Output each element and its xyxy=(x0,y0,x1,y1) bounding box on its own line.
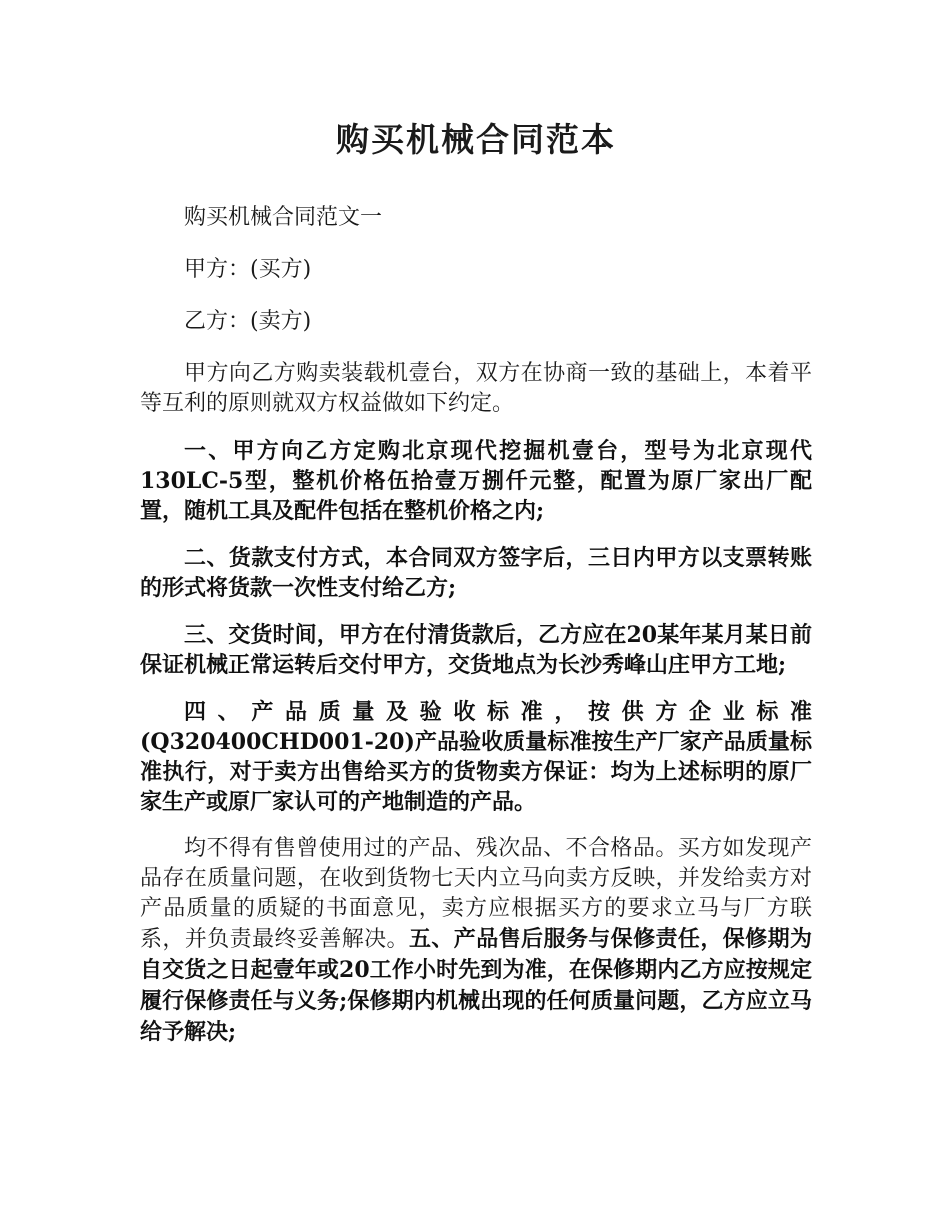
clause-3-paragraph: 三、交货时间，甲方在付清货款后，乙方应在20某年某月某日前保证机械正常运转后交付甲方，交货地点为长沙秀峰山庄甲方工地; xyxy=(140,622,812,678)
clause-4-continuation-paragraph xyxy=(140,834,812,1048)
document-page xyxy=(140,112,812,1065)
document-subtitle: 购买机械合同范文一 xyxy=(184,205,383,230)
party-b-line: 乙方：(卖方) xyxy=(184,309,312,334)
clause-4-paragraph: 四、产品质量及验收标准，按供方企业标准(Q320400CHD001-20)产品验收质量标准按生产厂家产品质量标准执行，对于卖方出售给买方的货物卖方保证：均为上述标明的原厂家生产或原厂家认可的产地制造的产品。 xyxy=(140,699,812,815)
intro-paragraph: 甲方向乙方购卖装载机壹台，双方在协商一致的基础上，本着平等互利的原则就双方权益做如下约定。 xyxy=(140,361,812,416)
document-title: 购买机械合同范本 xyxy=(336,120,616,159)
clause-4-continuation-text: 均不得有售曾使用过的产品、残次品、不合格品。买方如发现产品存在质量问题，在收到货物七天内立马向卖方反映，并发给卖方对产品质量的质疑的书面意见，卖方应根据买方的要求立马与厂方联系，并负责最终妥善解决。 xyxy=(140,836,812,952)
clause-1-paragraph: 一、甲方向乙方定购北京现代挖掘机壹台，型号为北京现代130LC-5型，整机价格伍拾壹万捌仟元整，配置为原厂家出厂配置，随机工具及配件包括在整机价格之内; xyxy=(140,438,812,524)
party-a-line: 甲方：(买方) xyxy=(184,257,312,282)
clause-5-text: 五、产品售后服务与保修责任，保修期为自交货之日起壹年或20工作小时先到为准，在保修期内乙方应按规定履行保修责任与义务;保修期内机械出现的任何质量问题，乙方应立马给予解决; xyxy=(140,926,812,1045)
clause-2-paragraph: 二、货款支付方式，本合同双方签字后，三日内甲方以支票转账的形式将货款一次性支付给乙方; xyxy=(140,545,812,601)
